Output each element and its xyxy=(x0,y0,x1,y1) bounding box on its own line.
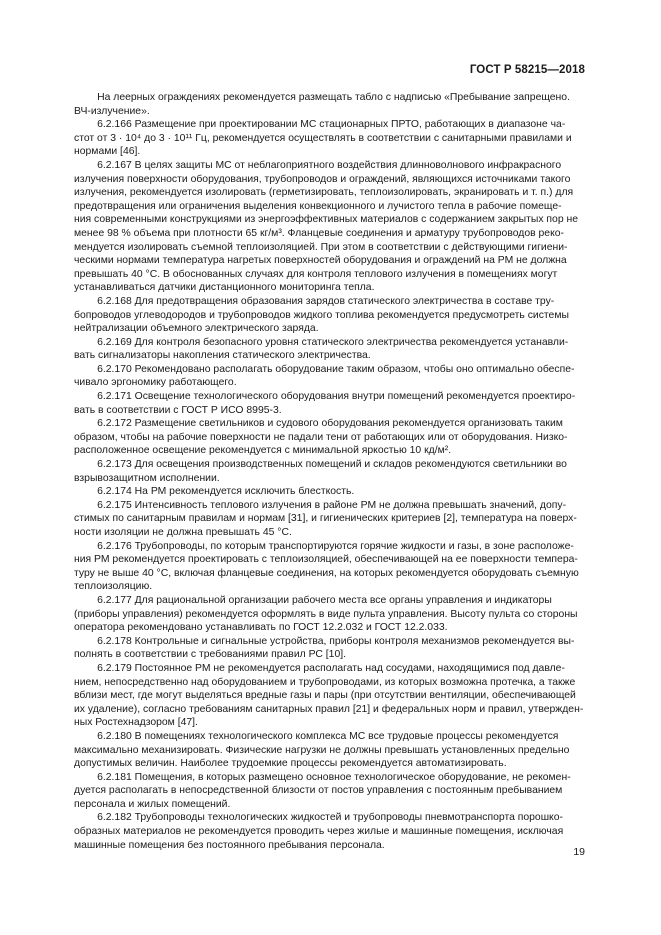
text-line: 6.2.181 Помещения, в которых размещено основное технологическое оборудование, не рекомен- xyxy=(74,771,571,783)
text-line: 6.2.167 В целях защиты МС от неблагоприятного воздействия длинноволнового инфракрасного xyxy=(74,159,562,171)
text-line: стот от 3 · 10⁴ до 3 · 10¹¹ Гц, рекомендуется осуществлять в соответствии с санитарными правилами и xyxy=(74,132,572,144)
text-line: теплоизоляцию. xyxy=(74,581,153,593)
text-line: вать в соответствии с ГОСТ Р ИСО 8995-3. xyxy=(74,404,282,416)
text-line: дуется располагать в непосредственной близости от постов управления с постоянным пребыванием xyxy=(74,785,563,797)
text-line: излучения поверхности оборудования, трубопроводов и ограждений, являющихся источниками такого xyxy=(74,173,571,185)
text-line: излучения, рекомендуется изолировать (герметизировать, теплоизолировать, экранировать и т. п.) для xyxy=(74,187,574,199)
text-line: 6.2.175 Интенсивность теплового излучения в районе РМ не должна превышать значений, допу- xyxy=(74,499,567,511)
text-line: 6.2.170 Рекомендовано располагать оборудование таким образом, чтобы оно оптимально обеспе- xyxy=(74,363,575,375)
text-line: менее 98 % объема при плотности 65 кг/м³. Фланцевые соединения и арматуру трубопроводов реко- xyxy=(74,227,564,239)
text-line: ных Ростехнадзором [47]. xyxy=(74,717,198,729)
text-line: нормами [46]. xyxy=(74,146,141,158)
text-line: допустимых величин. Наиболее трудоемкие процессы рекомендуется автоматизировать. xyxy=(74,758,507,770)
text-line: 6.2.166 Размещение при проектировании МС стационарных ПРТО, работающих в диапазоне ча- xyxy=(74,119,566,131)
document-code-header: ГОСТ Р 58215—2018 xyxy=(469,64,585,76)
text-line: ВЧ-излучение». xyxy=(74,105,150,117)
text-line: 6.2.173 Для освещения производственных помещений и складов рекомендуются светильники во xyxy=(74,459,567,471)
text-line: взрывозащитном исполнении. xyxy=(74,472,220,484)
text-line: их удаление), согласно требованиям санитарных правил [21] и федеральных норм и правил, утвержден- xyxy=(74,703,584,715)
text-line: стимых по санитарным правилам и нормам [31], и гигиенических критериев [2], температура на поверх- xyxy=(74,513,577,525)
text-line: ния современными конструкциями из энергоэффективных материалов с содержанием закрытых пор не xyxy=(74,214,579,226)
text-line: полнять в соответствии с требованиями правил РС [10]. xyxy=(74,649,346,661)
text-line: мендуется изолировать съемной теплоизоляцией. При этом в соответствии с действующими гигиени- xyxy=(74,241,568,253)
text-line: ческими нормами температура нагретых поверхностей оборудования и ограждений на РМ не должна xyxy=(74,255,567,267)
text-line: нием, непосредственно над оборудованием и трубопроводами, из которых возможна протечка, а также xyxy=(74,676,576,688)
text-line: 6.2.172 Размещение светильников и судового оборудования рекомендуется организовать таким xyxy=(74,418,563,430)
text-line: машинные помещения без постоянного пребывания персонала. xyxy=(74,839,385,851)
text-line: ния РМ рекомендуется проектировать с теплоизоляцией, обеспечивающей на ее поверхности темпера- xyxy=(74,554,578,566)
text-line: (приборы управления) рекомендуется оформлять в виде пульта управления. Высоту пульта со стороны xyxy=(74,608,578,620)
text-line: На леерных ограждениях рекомендуется размещать табло с надписью «Пребывание запрещено. xyxy=(74,92,570,103)
text-line: 6.2.176 Трубопроводы, по которым транспортируются горячие жидкости и газы, в зоне расположе- xyxy=(74,540,574,552)
page-number: 19 xyxy=(573,846,585,858)
text-line: 6.2.178 Контрольные и сигнальные устройства, приборы контроля механизмов рекомендуется вы- xyxy=(74,635,575,647)
text-line: образных материалов не рекомендуется проводить через жилые и машинные помещения, исключая xyxy=(74,826,564,838)
text-line: бопроводов углеводородов и трубопроводов жидкого топлива рекомендуется предусмотреть системы xyxy=(74,309,569,321)
text-line: вать сигнализаторы накопления статического электричества. xyxy=(74,350,371,362)
text-line: оператора рекомендовано устанавливать по ГОСТ 12.2.032 и ГОСТ 12.2.033. xyxy=(74,622,448,634)
text-line: 6.2.179 Постоянное РМ не рекомендуется располагать над сосудами, находящимися под давле- xyxy=(74,662,565,674)
text-line: 6.2.182 Трубопроводы технологических жидкостей и трубопроводы пневмотранспорта порошко- xyxy=(74,812,563,824)
text-line: 6.2.171 Освещение технологического оборудования внутри помещений рекомендуется проектиро- xyxy=(74,391,576,403)
text-line: 6.2.169 Для контроля безопасного уровня статического электричества рекомендуется устанавли- xyxy=(74,336,569,348)
text-line: 6.2.180 В помещениях технологического комплекса МС все трудовые процессы рекомендуется xyxy=(74,730,559,742)
text-line: устанавливаться датчики дистанционного мониторинга тепла. xyxy=(74,282,375,294)
text-line: предотвращения или ограничения выделения конвекционного и лучистого тепла в рабочие помеще- xyxy=(74,200,562,212)
text-line: максимально механизировать. Физические нагрузки не должны превышать установленных предельно xyxy=(74,744,570,756)
text-line: расположенное освещение рекомендуется с минимальной яркостью 10 кд/м². xyxy=(74,445,452,457)
text-line: образом, чтобы на рабочие поверхности не падали тени от работающих или от оборудования. Низко- xyxy=(74,431,568,443)
text-line: персонала и жилых помещений. xyxy=(74,798,231,810)
text-line: 6.2.168 Для предотвращения образования зарядов статического электричества в составе тру- xyxy=(74,295,555,307)
text-line: 6.2.177 Для рациональной организации рабочего места все органы управления и индикаторы xyxy=(74,594,552,606)
text-line: нейтрализации объемного электрического заряда. xyxy=(74,323,319,335)
document-body xyxy=(74,91,585,852)
text-line: чивало эргономику работающего. xyxy=(74,377,237,389)
text-line: вблизи мест, где могут выделяться вредные газы и пары (при отсутствии вентиляции, обеспечивающей xyxy=(74,690,576,702)
text-line: ности изоляции не должна превышать 45 °С. xyxy=(74,527,292,538)
text-line: туру не выше 40 °С, включая фланцевые соединения, на которых рекомендуется оборудовать съемную xyxy=(74,567,579,579)
text-line: превышать 40 °С. В обоснованных случаях для контроля теплового излучения в помещениях могут xyxy=(74,268,558,280)
text-line: 6.2.174 На РМ рекомендуется исключить блесткость. xyxy=(74,486,355,498)
